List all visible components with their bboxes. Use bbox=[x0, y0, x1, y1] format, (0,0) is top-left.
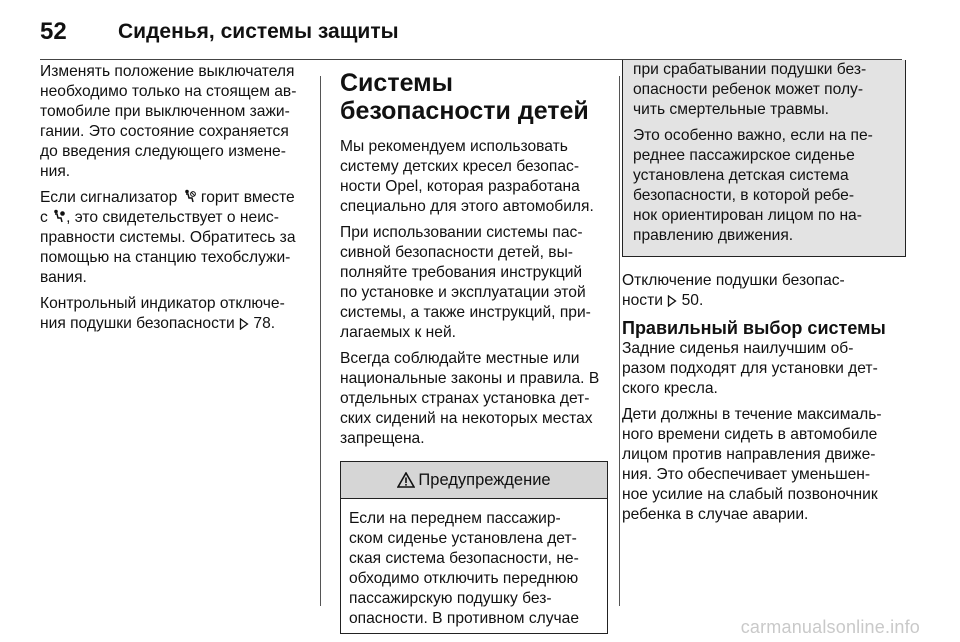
text-line: опасности ребенок может полу- bbox=[633, 81, 864, 98]
warning-box-continued bbox=[622, 60, 906, 257]
text-line: правлению движения. bbox=[633, 227, 794, 244]
text-fragment: ности bbox=[622, 292, 668, 309]
airbag-off-indicator-icon bbox=[182, 189, 197, 204]
heading-line: Системы bbox=[340, 69, 453, 97]
page-title: Сиденья, системы защиты bbox=[118, 20, 399, 43]
warning-title: Предупреждение bbox=[418, 471, 551, 489]
text-line: ского кресла. bbox=[622, 380, 718, 397]
text-line: лицом против направления движе- bbox=[622, 446, 876, 463]
text-line: ская система безопасности, не- bbox=[349, 550, 579, 567]
column-divider-2 bbox=[619, 76, 620, 606]
text-line: ное усилие на слабый позвоночник bbox=[622, 486, 878, 503]
paragraph bbox=[633, 126, 897, 246]
warning-header bbox=[341, 462, 607, 499]
text-line: чить смертельные травмы. bbox=[633, 101, 829, 118]
section-heading bbox=[340, 69, 608, 125]
text-fragment: Если сигнализатор bbox=[40, 189, 182, 206]
text-fragment: ния подушки безопасности bbox=[40, 315, 240, 332]
column-divider-1 bbox=[320, 76, 321, 606]
text-line: установлена детская система bbox=[633, 167, 849, 184]
text-line: отдельных странах установка дет- bbox=[340, 390, 590, 407]
text-line: сивной безопасности детей, вы- bbox=[340, 244, 573, 261]
text-line: запрещена. bbox=[340, 430, 425, 447]
text-line: специально для этого автомобиля. bbox=[340, 198, 594, 215]
text-line: Это особенно важно, если на пе- bbox=[633, 127, 873, 144]
heading-line: безопасности детей bbox=[340, 97, 589, 125]
text-line: ности Opel, которая разработана bbox=[340, 178, 580, 195]
text-line: Отключение подушки безопас- bbox=[622, 272, 845, 289]
text-line: по установке и эксплуатации этой bbox=[340, 284, 586, 301]
paragraph bbox=[622, 339, 904, 399]
text-line bbox=[40, 188, 308, 208]
subsection-heading: Правильный выбор системы bbox=[622, 318, 886, 338]
text-line: лагаемых к ней. bbox=[340, 324, 457, 341]
text-line: обходимо отключить переднюю bbox=[349, 570, 579, 587]
text-line: Всегда соблюдайте местные или bbox=[340, 350, 580, 367]
text-line: ния. Это обеспечивает уменьшен- bbox=[622, 466, 871, 483]
text-line: пассажирскую подушку без- bbox=[349, 590, 552, 607]
paragraph bbox=[40, 188, 308, 288]
text-line: реднее пассажирское сиденье bbox=[633, 147, 855, 164]
paragraph bbox=[340, 349, 608, 449]
text-line: ском сиденье установлена дет- bbox=[349, 530, 577, 547]
paragraph bbox=[622, 405, 904, 525]
text-fragment: с bbox=[40, 209, 53, 226]
text-line: помощью на станцию техобслужи- bbox=[40, 249, 291, 266]
text-line: Контрольный индикатор отключе- bbox=[40, 295, 285, 312]
text-line: разом подходят для установки дет- bbox=[622, 360, 878, 377]
text-line: Изменять положение выключателя bbox=[40, 63, 295, 80]
text-line: систему детских кресел безопас- bbox=[340, 158, 580, 175]
text-line bbox=[40, 208, 308, 228]
paragraph bbox=[340, 223, 608, 343]
text-line: правности системы. Обратитесь за bbox=[40, 229, 296, 246]
warning-box bbox=[340, 461, 608, 634]
text-line: вания. bbox=[40, 269, 87, 286]
text-line: нок ориентирован лицом по на- bbox=[633, 207, 862, 224]
column-1 bbox=[40, 62, 308, 340]
text-line: ребенка в случае аварии. bbox=[622, 506, 809, 523]
paragraph bbox=[622, 271, 904, 311]
text-line: ного времени сидеть в автомобиле bbox=[622, 426, 878, 443]
text-line: При использовании системы пас- bbox=[340, 224, 583, 241]
text-line bbox=[40, 314, 308, 334]
text-line: полняйте требования инструкций bbox=[340, 264, 583, 281]
text-line: томобиле при выключенном зажи- bbox=[40, 103, 290, 120]
text-line bbox=[622, 291, 904, 311]
warning-triangle-icon bbox=[397, 472, 415, 488]
text-line: при срабатывании подушки без- bbox=[633, 61, 867, 78]
text-fragment: горит вместе bbox=[196, 189, 295, 206]
page-reference-link[interactable]: 78. bbox=[253, 315, 276, 332]
paragraph bbox=[40, 62, 308, 182]
paragraph bbox=[40, 294, 308, 334]
text-line: ских сидений на некоторых местах bbox=[340, 410, 593, 427]
text-line: Мы рекомендуем использовать bbox=[340, 138, 568, 155]
page-reference-link[interactable]: 50. bbox=[681, 292, 704, 309]
text-fragment: , это свидетельствует о неис- bbox=[66, 209, 279, 226]
column-3 bbox=[622, 62, 904, 531]
page-reference-arrow-icon[interactable] bbox=[667, 295, 677, 307]
airbag-warning-icon bbox=[52, 209, 66, 224]
text-line: национальные законы и правила. В bbox=[340, 370, 600, 387]
text-line: ния. bbox=[40, 163, 71, 180]
text-line: гании. Это состояние сохраняется bbox=[40, 123, 289, 140]
text-line: системы, а также инструкций, при- bbox=[340, 304, 591, 321]
text-line: Дети должны в течение максималь- bbox=[622, 406, 882, 423]
paragraph bbox=[340, 137, 608, 217]
text-line: до введения следующего измене- bbox=[40, 143, 286, 160]
page-number: 52 bbox=[40, 18, 67, 45]
text-line: Задние сиденья наилучшим об- bbox=[622, 340, 854, 357]
text-line: опасности. В противном случае bbox=[349, 610, 580, 627]
paragraph bbox=[633, 60, 897, 120]
text-line: необходимо только на стоящем ав- bbox=[40, 83, 297, 100]
page-reference-arrow-icon[interactable] bbox=[239, 318, 249, 330]
text-line: безопасности, в которой ребе- bbox=[633, 187, 855, 204]
warning-body bbox=[341, 499, 607, 633]
text-line: Если на переднем пассажир- bbox=[349, 510, 561, 527]
column-2 bbox=[340, 62, 608, 634]
watermark: carmanualsonline.info bbox=[740, 617, 920, 637]
